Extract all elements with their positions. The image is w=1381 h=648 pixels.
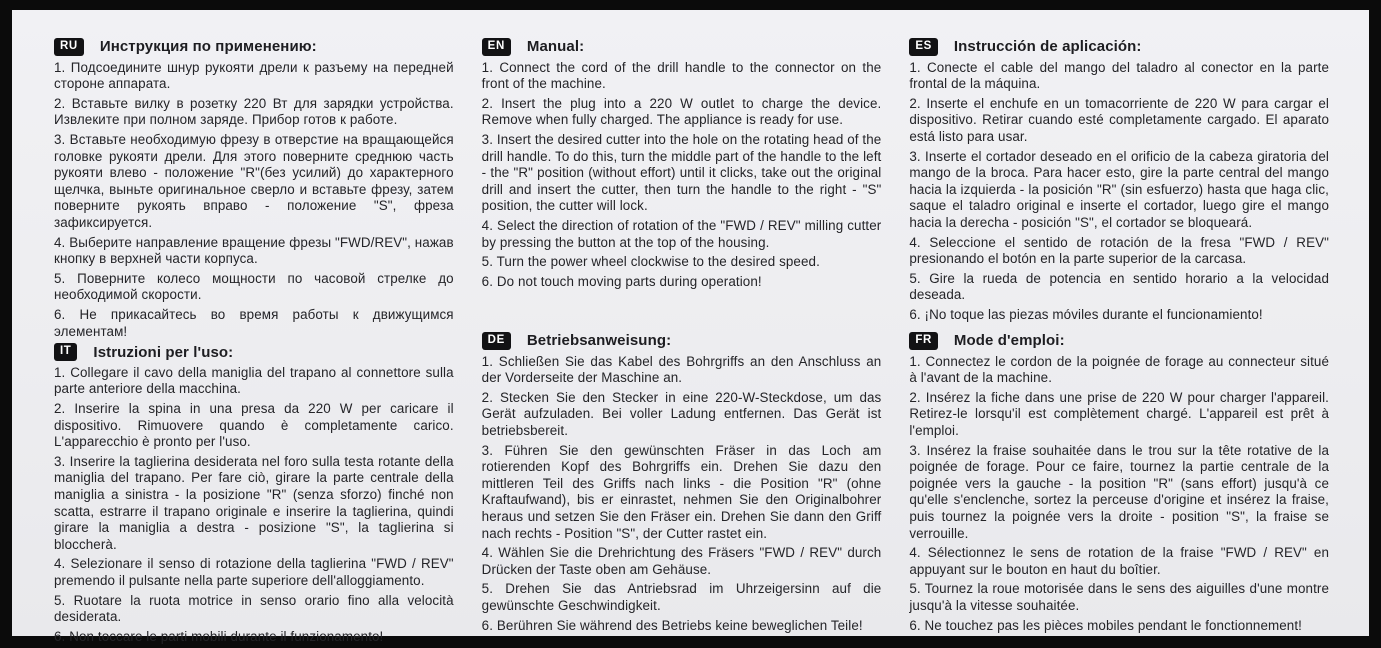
instruction-step: 3. Inserire la taglierina desiderata nel foro sulla testa rotante della maniglia del trapano. Per fare ciò, girare la parte centrale della maniglia a sinistra - la posizione "R" (senza sforzo) finché non scatta, estrarre il trapano originale e inserire la taglierina, quindi girare la maniglia a destra - posizione "S", la taglierina si bloccherà. xyxy=(54,453,454,552)
section-es xyxy=(909,38,1329,332)
instruction-step: 1. Connectez le cordon de la poignée de forage au connecteur situé à l'avant de la machine. xyxy=(909,353,1329,386)
instruction-step: 1. Conecte el cable del mango del taladro al conector en la parte frontal de la máquina. xyxy=(909,59,1329,92)
section-it-header xyxy=(54,343,454,361)
column-right xyxy=(909,38,1329,648)
instruction-step: 6. Не прикасайтесь во время работы к движущимся элементам! xyxy=(54,307,454,339)
instruction-step: 2. Inserte el enchufe en un tomacorriente de 220 W para cargar el dispositivo. Retirar cuando esté completamente cargado. El aparato está listo para usar. xyxy=(909,95,1329,144)
section-es-title: Instrucción de aplicación: xyxy=(953,38,1142,56)
instruction-step: 2. Inserire la spina in una presa da 220 W per caricare il dispositivo. Rimuovere quando è completamente carico. L'apparecchio è pronto per l'uso. xyxy=(54,400,454,450)
language-badge-fr: FR xyxy=(909,332,938,350)
language-badge-ru: RU xyxy=(54,38,84,56)
section-fr-title: Mode d'emploi: xyxy=(953,332,1065,350)
instruction-step: 6. Berühren Sie während des Betriebs keine beweglichen Teile! xyxy=(481,617,863,633)
instruction-step: 3. Führen Sie den gewünschten Fräser in das Loch am rotierenden Kopf des Bohrgriffs ein. Drehen Sie dazu den mittleren Teil des Griffs nach links - die Position "R" (ohne Kraftaufwand), bis er einrastet, nehmen Sie den Originalbohrer heraus und setzen Sie den Fräser ein. Drehen Sie dann den Griff nach rechts - Position "S", der Cutter rastet ein. xyxy=(481,442,882,541)
instruction-step: 6. Ne touchez pas les pièces mobiles pendant le fonctionnement! xyxy=(909,617,1302,633)
instruction-step: 4. Seleccione el sentido de rotación de la fresa "FWD / REV" presionando el botón en la parte superior de la carcasa. xyxy=(909,234,1329,267)
instruction-step: 3. Вставьте необходимую фрезу в отверстие на вращающейся головке рукояти дрели. Для этого поверните среднюю часть рукояти влево - положение "R"(без усилий) до характерного щелчка, выньте оригинальное сверло и вставьте фрезу, затем поверните рукоять вправо - положение "S", фреза зафиксируется. xyxy=(54,131,454,230)
instruction-step: 1. Collegare il cavo della maniglia del trapano al connettore sulla parte anteriore della macchina. xyxy=(54,364,454,397)
instruction-step: 4. Select the direction of rotation of the "FWD / REV" milling cutter by pressing the button at the top of the housing. xyxy=(481,217,882,250)
section-ru xyxy=(54,38,454,343)
instruction-step: 3. Insert the desired cutter into the hole on the rotating head of the drill handle. To do this, turn the middle part of the handle to the left - the "R" position (without effort) until it clicks, take out the original drill and insert the cutter, then turn the handle to the right - "S" position, the cutter will lock. xyxy=(481,131,882,214)
column-left xyxy=(54,38,454,648)
column-middle xyxy=(482,38,882,648)
section-ru-header xyxy=(54,38,454,56)
section-en-header xyxy=(482,38,882,56)
language-badge-de: DE xyxy=(482,332,511,350)
instruction-step: 2. Вставьте вилку в розетку 220 Вт для зарядки устройства. Извлеките при полном заряде. Прибор готов к работе. xyxy=(54,95,454,128)
section-ru-title: Инструкция по применению: xyxy=(99,38,317,56)
section-it-title: Istruzioni per l'uso: xyxy=(93,343,234,361)
instruction-step: 5. Tournez la roue motorisée dans le sens des aiguilles d'une montre jusqu'à la vitesse souhaitée. xyxy=(909,581,1329,614)
instruction-step: 1. Schließen Sie das Kabel des Bohrgriffs an den Anschluss an der Vorderseite der Maschine an. xyxy=(481,353,882,386)
instruction-step: 5. Поверните колесо мощности по часовой стрелке до необходимой скорости. xyxy=(54,270,454,303)
instruction-step: 1. Подсоедините шнур рукояти дрели к разъему на передней стороне аппарата. xyxy=(54,59,454,92)
instruction-step: 2. Insérez la fiche dans une prise de 220 W pour charger l'appareil. Retirez-le lorsqu'il est complètement chargé. L'appareil est prêt à l'emploi. xyxy=(909,389,1329,438)
instruction-step: 6. Non toccare le parti mobili durante il funzionamento! xyxy=(54,628,384,644)
section-es-header xyxy=(909,38,1329,56)
section-fr-header xyxy=(909,332,1329,350)
instruction-step: 1. Connect the cord of the drill handle to the connector on the front of the machine. xyxy=(481,59,882,92)
instruction-step: 2. Stecken Sie den Stecker in eine 220-W-Steckdose, um das Gerät aufzuladen. Bei voller Ladung entfernen. Das Gerät ist betriebsbereit. xyxy=(481,389,882,438)
section-en xyxy=(482,38,882,332)
section-de-header xyxy=(482,332,882,350)
section-fr xyxy=(909,332,1329,637)
instruction-step: 2. Insert the plug into a 220 W outlet to charge the device. Remove when fully charged. The appliance is ready for use. xyxy=(481,95,882,128)
section-en-title: Manual: xyxy=(526,38,585,56)
instruction-step: 5. Gire la rueda de potencia en sentido horario a la velocidad deseada. xyxy=(909,270,1329,303)
instruction-step: 6. ¡No toque las piezas móviles durante el funcionamiento! xyxy=(909,307,1263,323)
instruction-step: 5. Ruotare la ruota motrice in senso orario fino alla velocità desiderata. xyxy=(54,592,454,625)
language-badge-it: IT xyxy=(54,343,77,361)
instruction-step: 6. Do not touch moving parts during operation! xyxy=(481,273,762,289)
instruction-paper xyxy=(12,10,1369,644)
instruction-step: 5. Turn the power wheel clockwise to the desired speed. xyxy=(481,254,820,270)
instruction-step: 4. Sélectionnez le sens de rotation de la fraise "FWD / REV" en appuyant sur le bouton en haut du boîtier. xyxy=(909,545,1329,577)
section-it xyxy=(54,343,454,648)
section-de-title: Betriebsanweisung: xyxy=(526,332,672,350)
instruction-step: 4. Selezionare il senso di rotazione della taglierina "FWD / REV" premendo il pulsante nella parte superiore dell'alloggiamento. xyxy=(54,556,454,589)
language-badge-es: ES xyxy=(909,38,938,56)
instruction-step: 3. Insérez la fraise souhaitée dans le trou sur la tête rotative de la poignée de forage. Pour ce faire, tournez la partie centrale de la poignée vers la gauche - la position "R" (sans effort) jusqu'à ce qu'elle s'enclenche, sortez la perceuse d'origine et insérez la fraise, puis tournez la poignée vers la droite - position "S", la fraise se verrouille. xyxy=(909,442,1329,541)
instruction-step: 3. Inserte el cortador deseado en el orificio de la cabeza giratoria del mango de la broca. Para hacer esto, gire la parte central del mango hacia la izquierda - la posición "R" (sin esfuerzo) hasta que haga clic, saque el taladro original e inserte el cortador, luego gire el mango hacia la derecha - posición "S", el cortador se bloqueará. xyxy=(909,148,1329,230)
language-columns xyxy=(54,38,1329,644)
instruction-step: 5. Drehen Sie das Antriebsrad im Uhrzeigersinn auf die gewünschte Geschwindigkeit. xyxy=(481,581,882,614)
section-de xyxy=(482,332,882,637)
instruction-step: 4. Wählen Sie die Drehrichtung des Fräsers "FWD / REV" durch Drücken der Taste oben am Gehäuse. xyxy=(481,545,882,577)
language-badge-en: EN xyxy=(482,38,511,56)
instruction-step: 4. Выберите направление вращение фрезы "FWD/REV", нажав кнопку в верхней части корпуса. xyxy=(54,234,454,267)
